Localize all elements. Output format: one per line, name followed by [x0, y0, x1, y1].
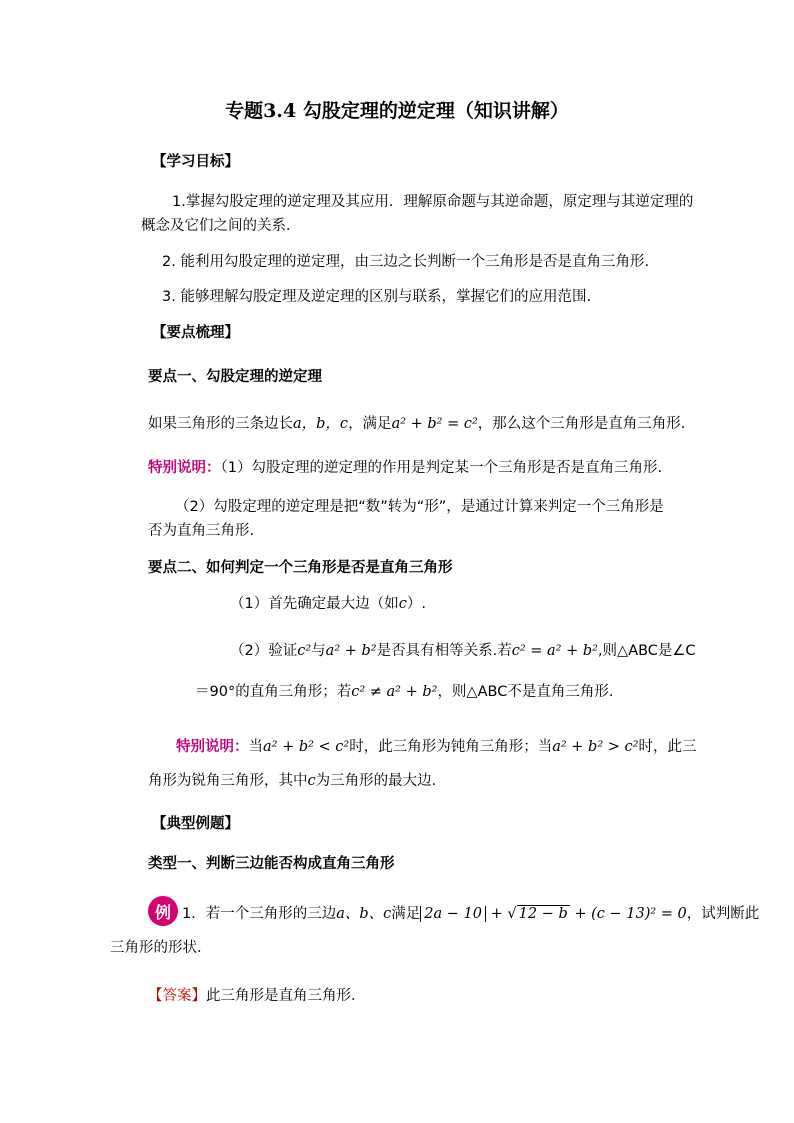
step-2-sum: a² + b² — [325, 643, 377, 659]
step-2-eq: c² = a² + b² — [511, 643, 598, 659]
step-2-neq: c² ≠ a² + b² — [351, 684, 438, 700]
note-3-gt: a² + b² > c² — [552, 739, 639, 755]
step-2-line-2-text-b: ，则△ABC不是直角三角形. — [437, 684, 614, 700]
step-2-c2: c² — [297, 643, 312, 659]
note-3-line-2-var: c — [307, 773, 316, 789]
point-1-text-b: ，满足 — [348, 416, 392, 432]
step-2-text-b: 与 — [311, 643, 326, 659]
example-badge-icon: 例 — [148, 896, 178, 926]
answer-label: 【答案】 — [148, 988, 206, 1004]
step-1-var: c — [398, 596, 407, 612]
point-1-vars: a，b，c — [293, 416, 349, 432]
note-1: （1）勾股定理的逆定理的作用是判定某一个三角形是否是直角三角形. — [220, 460, 663, 476]
type-1-title: 类型一、判断三边能否构成直角三角形 — [148, 856, 395, 872]
example-text-a: 1．若一个三角形的三边 — [182, 906, 337, 922]
example-abs-term: 2a − 10 — [420, 906, 486, 922]
answer-line — [148, 986, 366, 1006]
example-square-term: (c − 13)² = 0 — [591, 906, 687, 922]
note-2-line-1: （2）勾股定理的逆定理是把“数”转为“形”，是通过计算来判定一个三角形是 — [175, 499, 664, 515]
section-points-heading: 【要点梳理】 — [152, 325, 239, 341]
section-goals-heading: 【学习目标】 — [152, 154, 239, 170]
step-1-text-a: （1）首先确定最大边（如 — [230, 596, 399, 612]
step-1-text-b: ）. — [406, 596, 426, 612]
example-1-line-2: 三角形的形状． — [110, 940, 212, 956]
note-3-line-2 — [148, 771, 436, 791]
step-2-line-1 — [230, 641, 696, 661]
step-2-text-d: ,则△ABC是∠C — [597, 643, 696, 659]
point-1-equation: a² + b² = c² — [391, 416, 478, 432]
sqrt-icon: √ — [507, 906, 517, 922]
example-vars: a、b、c — [336, 906, 392, 922]
goal-1-line-1: 1.掌握勾股定理的逆定理及其应用．理解原命题与其逆命题，原定理与其逆定理的 — [172, 194, 694, 210]
point-1-title: 要点一、勾股定理的逆定理 — [148, 369, 322, 385]
example-text-b: 满足 — [391, 906, 421, 922]
example-sqrt-term: 12 − b — [518, 906, 568, 922]
step-1 — [230, 594, 426, 614]
example-text-c: ，试判断此 — [686, 906, 760, 922]
example-1-line-1: 1．若一个三角形的三边a、b、c满足 2a − 10 + √ 12 − b + (c − 13)² = 0，试判断此 — [182, 906, 760, 922]
note-3-text-b: 时，此三角形为钝角三角形；当 — [349, 739, 553, 755]
step-2-line-2-text-a: ＝90°的直角三角形；若 — [195, 684, 352, 700]
step-2-line-2 — [195, 682, 613, 702]
note-3-line-2-text-b: 为三角形的最大边. — [315, 773, 437, 789]
note-3-line-2-text-a: 角形为锐角三角形，其中 — [148, 773, 308, 789]
point-1-text-c: ，那么这个三角形是直角三角形. — [477, 416, 686, 432]
answer-text: 此三角形是直角三角形． — [206, 988, 366, 1004]
note-3-text-c: 时，此三 — [638, 739, 697, 755]
step-2-text-c: 是否具有相等关系.若 — [376, 643, 512, 659]
point-1-statement — [148, 414, 685, 434]
note-2-line-2: 否为直角三角形. — [148, 523, 255, 539]
page-title: 专题3.4 勾股定理的逆定理（知识讲解） — [225, 100, 569, 122]
note-3-text-a: 当 — [248, 739, 263, 755]
goal-3: 3. 能够理解勾股定理及逆定理的区别与联系，掌握它们的应用范围. — [162, 289, 592, 305]
note-1-line — [148, 458, 662, 478]
point-1-text-a: 如果三角形的三条边长 — [148, 416, 293, 432]
note-label: 特别说明： — [148, 460, 221, 476]
step-2-text-a: （2）验证 — [230, 643, 298, 659]
note-3-label: 特别说明： — [176, 739, 249, 755]
goal-2: 2. 能利用勾股定理的逆定理，由三边之长判断一个三角形是否是直角三角形. — [162, 254, 650, 270]
goal-1-line-2: 概念及它们之间的关系． — [141, 218, 301, 234]
note-3-line-1 — [176, 737, 696, 757]
note-3-lt: a² + b² < c² — [263, 739, 350, 755]
point-2-title: 要点二、如何判定一个三角形是否是直角三角形 — [148, 560, 453, 576]
section-examples-heading: 【典型例题】 — [152, 816, 239, 832]
